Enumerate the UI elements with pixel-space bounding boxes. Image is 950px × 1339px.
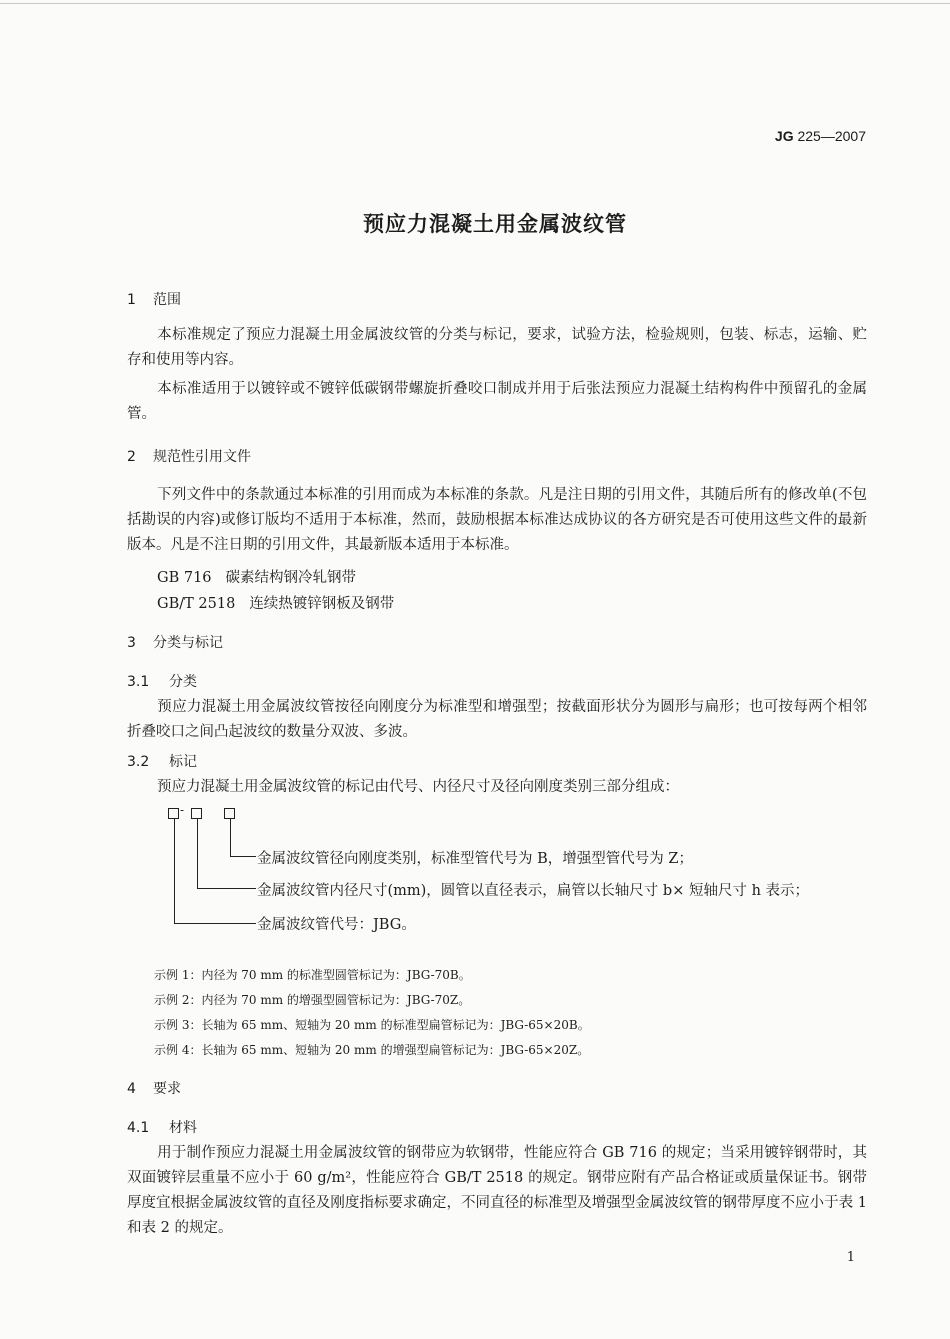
scan-top-edge	[0, 3, 950, 4]
reference-item: GB/T 2518 连续热镀锌钢板及钢带	[157, 596, 395, 612]
section-3-2-heading: 3.2 标记	[127, 754, 197, 770]
size-box	[191, 808, 202, 819]
standard-code: JG 225—2007	[774, 128, 866, 144]
section-3-heading: 3 分类与标记	[127, 635, 223, 651]
section-1-heading: 1 范围	[127, 292, 181, 308]
leader-line	[230, 819, 231, 857]
section-1-para-2: 本标准适用于以镀锌或不镀锌低碳钢带螺旋折叠咬口制成并用于后张法预应力混凝土结构构件中预留孔的金属管。	[127, 381, 867, 422]
example-4: 示例 4：长轴为 65 mm、短轴为 20 mm 的增强型扁管标记为：JBG-65×20Z。	[154, 1043, 590, 1057]
section-3-1-text: 预应力混凝土用金属波纹管按径向刚度分为标准型和增强型；按截面形状分为圆形与扁形；也可按每两个相邻折叠咬口之间凸起波纹的数量分双波、多波。	[127, 699, 867, 740]
leader-line	[230, 856, 256, 857]
dash-separator: -	[180, 803, 185, 817]
section-4-heading: 4 要求	[127, 1081, 181, 1097]
section-3-2-intro: 预应力混凝土用金属波纹管的标记由代号、内径尺寸及径向刚度类别三部分组成：	[157, 779, 679, 795]
section-4-1-text: 用于制作预应力混凝土用金属波纹管的钢带应为软钢带，性能应符合 GB 716 的规定；当采用镀锌钢带时，其双面镀锌层重量不应小于 60 g/m²，性能应符合 GB/T 2518 的规定。钢带应附有产品合格证或质量保证书。钢带厚度宜根据金属波纹管的直径及刚度指标要求确定，不同直径的标准型及增强型金属波纹管的钢带厚度不应小于表 1 和表 2 的规定。	[127, 1145, 867, 1236]
section-4-1-heading: 4.1 材料	[127, 1120, 197, 1136]
example-1: 示例 1：内径为 70 mm 的标准型圆管标记为：JBG-70B。	[154, 968, 471, 982]
code-box	[168, 808, 179, 819]
stiffness-box	[224, 808, 235, 819]
example-3: 示例 3：长轴为 65 mm、短轴为 20 mm 的标准型扁管标记为：JBG-65×20B。	[154, 1018, 590, 1032]
document-title: 预应力混凝土用金属波纹管	[363, 212, 627, 236]
size-label: 金属波纹管内径尺寸(mm)，圆管以直径表示，扁管以长轴尺寸 b× 短轴尺寸 h 表示；	[257, 883, 810, 899]
section-1-para-1: 本标准规定了预应力混凝土用金属波纹管的分类与标记，要求，试验方法，检验规则，包装、标志，运输、贮存和使用等内容。	[127, 327, 867, 368]
stiffness-label: 金属波纹管径向刚度类别，标准型管代号为 B，增强型管代号为 Z；	[257, 851, 693, 867]
leader-line	[197, 819, 198, 889]
reference-item: GB 716 碳素结构钢冷轧钢带	[157, 570, 357, 586]
page-number: 1	[846, 1250, 855, 1265]
section-2-para-1: 下列文件中的条款通过本标准的引用而成为本标准的条款。凡是注日期的引用文件，其随后所有的修改单(不包括勘误的内容)或修订版均不适用于本标准，然而，鼓励根据本标准达成协议的各方研究是否可使用这些文件的最新版本。凡是不注日期的引用文件，其最新版本适用于本标准。	[127, 487, 867, 553]
section-3-1-heading: 3.1 分类	[127, 674, 197, 690]
code-label: 金属波纹管代号：JBG。	[257, 917, 416, 933]
example-2: 示例 2：内径为 70 mm 的增强型圆管标记为：JBG-70Z。	[154, 993, 471, 1007]
leader-line	[197, 888, 256, 889]
leader-line	[174, 923, 256, 924]
leader-line	[174, 819, 175, 924]
section-2-heading: 2 规范性引用文件	[127, 449, 251, 465]
